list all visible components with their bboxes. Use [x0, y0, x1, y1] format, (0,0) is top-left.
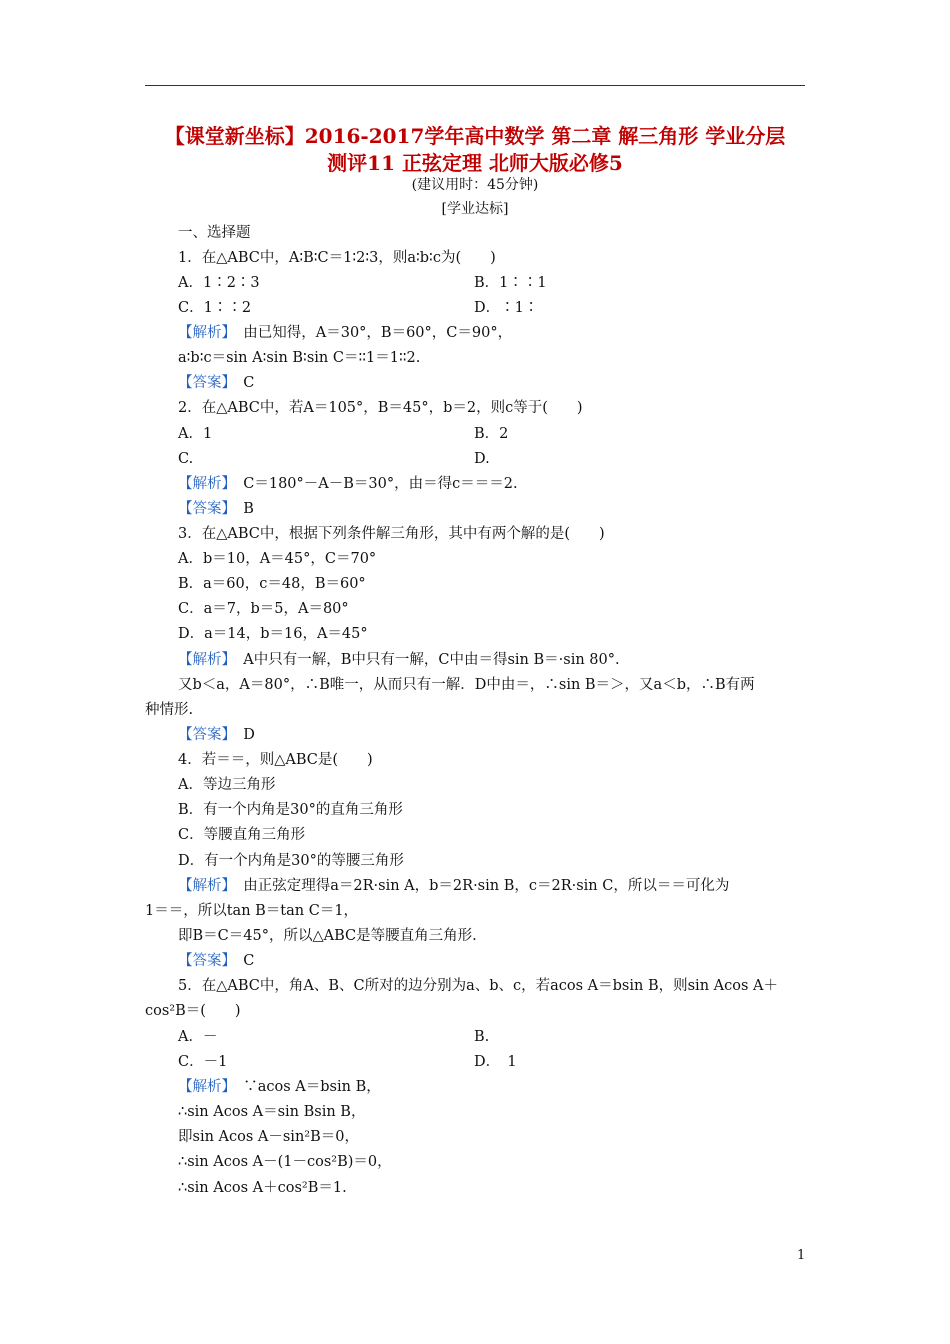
- doc-title-line2: 测评11 正弦定理 北师大版必修5: [327, 151, 623, 175]
- q1-option-a: A．1∶2∶3: [178, 275, 260, 291]
- q2-option-d: D.: [474, 451, 490, 467]
- q1-answer: 【答案】 C: [178, 375, 255, 391]
- q2-answer: 【答案】 B: [178, 501, 254, 517]
- q2-option-c: C.: [178, 451, 194, 467]
- q5-analysis-line4: ∴sin Acos A－(1－cos²B)＝0，: [178, 1154, 392, 1170]
- q5-option-d: D． 1: [474, 1054, 517, 1070]
- q5-analysis-line2: ∴sin Acos A＝sin Bsin B，: [178, 1104, 366, 1120]
- q3-option-b: B．a＝60，c＝48，B＝60°: [178, 576, 366, 592]
- level-heading: [学业达标]: [441, 201, 509, 217]
- q5-analysis: 【解析】 ∵acos A＝bsin B，: [178, 1079, 381, 1095]
- q3-stem: 3．在△ABC中，根据下列条件解三角形，其中有两个解的是( ): [178, 526, 605, 542]
- q4-analysis: 【解析】 由正弦定理得a＝2R·sin A，b＝2R·sin B，c＝2R·sin C，所以＝＝可化为: [178, 878, 730, 894]
- page-number: 1: [797, 1248, 806, 1263]
- section-heading: 一、选择题: [178, 225, 251, 241]
- q4-option-c: C．等腰直角三角形: [178, 827, 306, 843]
- q5-stem: 5．在△ABC中，角A、B、C所对的边分别为a、b、c，若acos A＝bsin B，则sin Acos A＋: [178, 978, 778, 994]
- answer-tag: 【答案】: [178, 501, 229, 517]
- analysis-tag: 【解析】: [178, 1079, 229, 1095]
- q5-option-b: B.: [474, 1029, 490, 1045]
- q1-analysis: 【解析】 由已知得，A＝30°，B＝60°，C＝90°，: [178, 325, 513, 341]
- q1-analysis-line2: a∶b∶c＝sin A∶sin B∶sin C＝∶∶1＝1∶∶2.: [178, 350, 421, 366]
- answer-tag: 【答案】: [178, 727, 229, 743]
- q4-option-d: D．有一个内角是30°的等腰三角形: [178, 853, 404, 869]
- q3-analysis: 【解析】 A中只有一解，B中只有一解，C中由＝得sin B＝·sin 80°.: [178, 652, 620, 668]
- q3-analysis-line3: 种情形.: [145, 702, 194, 718]
- q3-answer: 【答案】 D: [178, 727, 255, 743]
- q1-option-d: D．∶1∶: [474, 300, 539, 316]
- q4-analysis-line2: 1＝＝，所以tan B＝tan C＝1，: [145, 903, 359, 919]
- q4-option-a: A．等边三角形: [178, 777, 276, 793]
- q5-stem-line2: cos²B＝( ): [145, 1003, 241, 1019]
- q2-option-a: A．1: [178, 426, 213, 442]
- q3-analysis-line2: 又b＜a，A＝80°，∴B唯一，从而只有一解．D中由＝，∴sin B＝＞，又a＜b，∴B有两: [178, 677, 755, 693]
- q3-option-a: A．b＝10，A＝45°，C＝70°: [178, 551, 377, 567]
- q2-stem: 2．在△ABC中，若A＝105°，B＝45°，b＝2，则c等于( ): [178, 400, 583, 416]
- answer-tag: 【答案】: [178, 375, 229, 391]
- doc-title-line1: 【课堂新坐标】2016-2017学年高中数学 第二章 解三角形 学业分层: [164, 124, 786, 148]
- analysis-tag: 【解析】: [178, 325, 229, 341]
- analysis-tag: 【解析】: [178, 652, 229, 668]
- answer-tag: 【答案】: [178, 953, 229, 969]
- q4-stem: 4．若＝＝，则△ABC是( ): [178, 752, 373, 768]
- q4-analysis-line3: 即B＝C＝45°，所以△ABC是等腰直角三角形.: [178, 928, 477, 944]
- q2-option-b: B．2: [474, 426, 509, 442]
- q5-option-a: A．－: [178, 1029, 218, 1045]
- time-note: (建议用时：45分钟): [411, 177, 539, 193]
- analysis-tag: 【解析】: [178, 476, 229, 492]
- q3-option-d: D．a＝14，b＝16，A＝45°: [178, 626, 368, 642]
- q4-option-b: B．有一个内角是30°的直角三角形: [178, 802, 403, 818]
- q5-analysis-line5: ∴sin Acos A＋cos²B＝1.: [178, 1180, 347, 1196]
- analysis-tag: 【解析】: [178, 878, 229, 894]
- q1-option-b: B．1∶∶1: [474, 275, 547, 291]
- header-rule: [145, 85, 805, 86]
- q1-stem: 1．在△ABC中，A∶B∶C＝1∶2∶3，则a∶b∶c为( ): [178, 250, 496, 266]
- q4-answer: 【答案】 C: [178, 953, 255, 969]
- q5-analysis-line3: 即sin Acos A－sin²B＝0，: [178, 1129, 359, 1145]
- q3-option-c: C．a＝7，b＝5，A＝80°: [178, 601, 349, 617]
- q1-option-c: C．1∶∶2: [178, 300, 252, 316]
- q5-option-c: C．－1: [178, 1054, 228, 1070]
- q2-analysis: 【解析】 C＝180°－A－B＝30°，由＝得c＝＝＝2.: [178, 476, 518, 492]
